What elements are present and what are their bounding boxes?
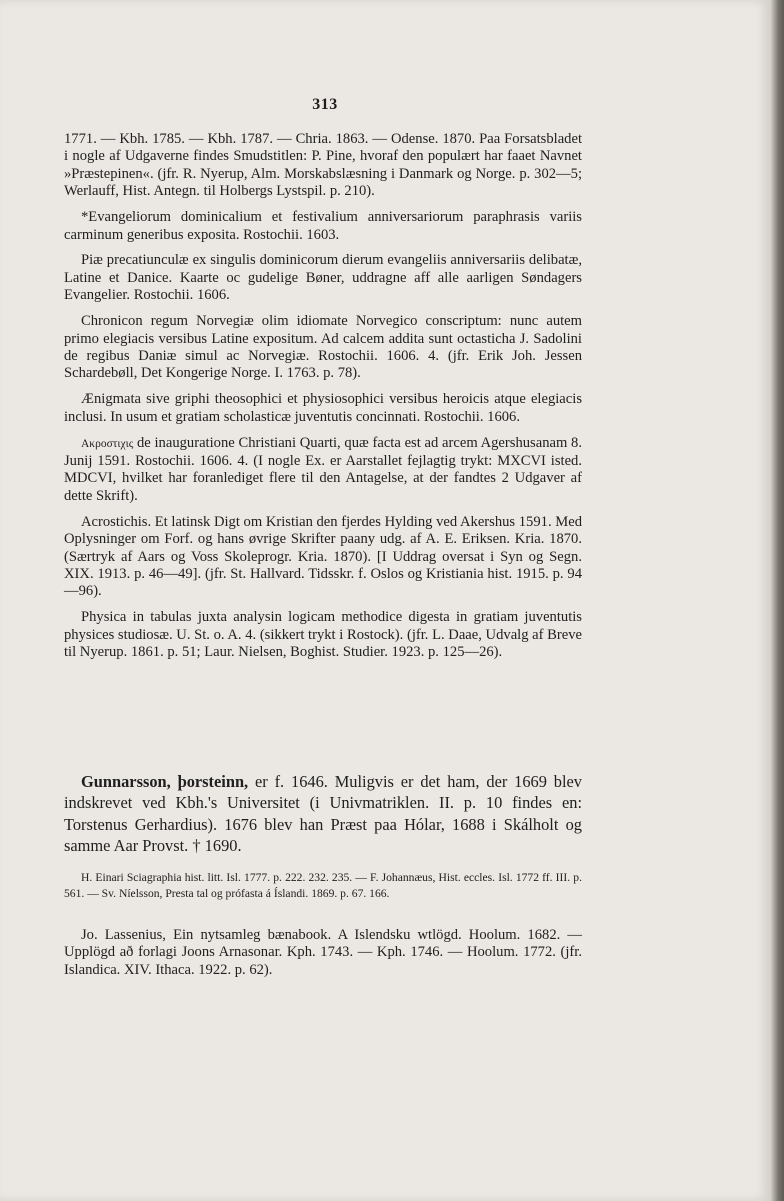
greek-title: Ακροστιχις — [81, 437, 134, 450]
acrostichis-text: de inauguratione Christiani Quarti, quæ facta est ad arcem Agershusanam 8. Junij 1591. Rostochii. 1606. 4. (I nogle Ex. er Aarstallet fejlagtig trykt: MXCVI isted. MDCVI, hvilket har foranlediget flere til den Antagelse, at der fandtes 2 Udgaver af dette Skrift). — [64, 434, 582, 504]
paragraph-lassenius: Jo. Lassenius, Ein nytsamleg bænabook. A Islendsku wtlögd. Hoolum. 1682. — Upplögd að forlagi Joons Arnasonar. Kph. 1743. — Kph. 1746. — Hoolum. 1772. (jfr. Islandica. XIV. Ithaca. 1922. p. 62). — [64, 927, 582, 978]
main-text-block — [64, 131, 582, 670]
paragraph-physica: Physica in tabulas juxta analysin logicam methodice digesta in gratiam juventutis physices studiosæ. U. St. o. A. 4. (sikkert trykt i Rostock). (jfr. L. Daae, Udvalg af Breve til Nyerup. 1861. p. 51; Laur. Nielsen, Boghist. Studier. 1923. p. 125—26). — [64, 609, 582, 661]
paragraph-aenigmata: Ænigmata sive griphi theosophici et physiosophici versibus heroicis atque elegiacis inclusi. In usum et gratiam scholasticæ juventutis concinnati. Rostochii. 1606. — [64, 391, 582, 425]
entry-text: er f. 1646. Muligvis er det ham, der 1669 blev indskrevet ved Kbh.'s Universitet (i Univmatriklen. II. p. 10 findes en: Torstenus Gerhardius). 1676 blev han Præst paa Hólar, 1688 i Skálholt og samme Aar Provst. † 1690. — [64, 772, 582, 855]
sources-block — [64, 870, 582, 901]
page-number: 313 — [312, 96, 338, 113]
page-edge — [770, 0, 784, 1201]
paragraph-piae-precatiunculae: Piæ precatiunculæ ex singulis dominicorum dierum evangeliis anniversariis delibatæ, Latine et Danice. Kaarte oc gudelige Bøner, uddragne aff alle aarligen Søndagers Evangelier. Rostochii. 1606. — [64, 252, 582, 304]
works-block — [64, 927, 582, 979]
entry-name: Gunnarsson, þorsteinn, — [81, 772, 249, 791]
paragraph-acrostichis-greek — [64, 435, 582, 506]
biography-entry — [64, 771, 582, 856]
paragraph-chronicon: Chronicon regum Norvegiæ olim idiomate Norvegico conscriptum: nunc autem primo elegiacis versibus Latine expositum. Ad calcem addita sunt octasticha J. Sadolini de regibus Daniæ simul ac Norvegiæ. Rostochii. 1606. 4. (jfr. Erik Joh. Jessen Schardebøll, Det Kongerige Norge. I. 1763. p. 78). — [64, 313, 582, 382]
paragraph-editions: 1771. — Kbh. 1785. — Kbh. 1787. — Chria. 1863. — Odense. 1870. Paa Forsatsbladet i nogle af Udgaverne findes Smudstitlen: P. Pine, hvoraf den populært har faaet Navnet »Præstepinen«. (jfr. R. Nyerup, Alm. Morskabslæsning i Danmark og Norge. p. 302—5; Werlauff, Hist. Antegn. til Holbergs Lystspil. p. 210). — [64, 131, 582, 200]
biography-block — [64, 771, 582, 856]
paragraph-evangeliorum: *Evangeliorum dominicalium et festivalium anniversariorum paraphrasis variis carminum generibus exposita. Rostochii. 1603. — [64, 209, 582, 243]
sources-text: H. Einari Sciagraphia hist. litt. Isl. 1777. p. 222. 232. 235. — F. Johannæus, Hist. eccles. Isl. 1772 ff. III. p. 561. — Sv. Níelsson, Presta tal og prófasta á Íslandi. 1869. p. 67. 166. — [64, 871, 582, 900]
paragraph-acrostichis: Acrostichis. Et latinsk Digt om Kristian den fjerdes Hylding ved Akershus 1591. Med Oplysninger om Forf. og hans øvrige Skrifter paany udg. af A. E. Eriksen. Kria. 1870. (Særtryk af Aars og Voss Skoleprogr. Kria. 1870). [I Uddrag oversat i Syn og Segn. XIX. 1913. p. 46—49]. (jfr. St. Hallvard. Tidsskr. f. Oslos og Kristiania hist. 1915. p. 94—96). — [64, 513, 582, 600]
